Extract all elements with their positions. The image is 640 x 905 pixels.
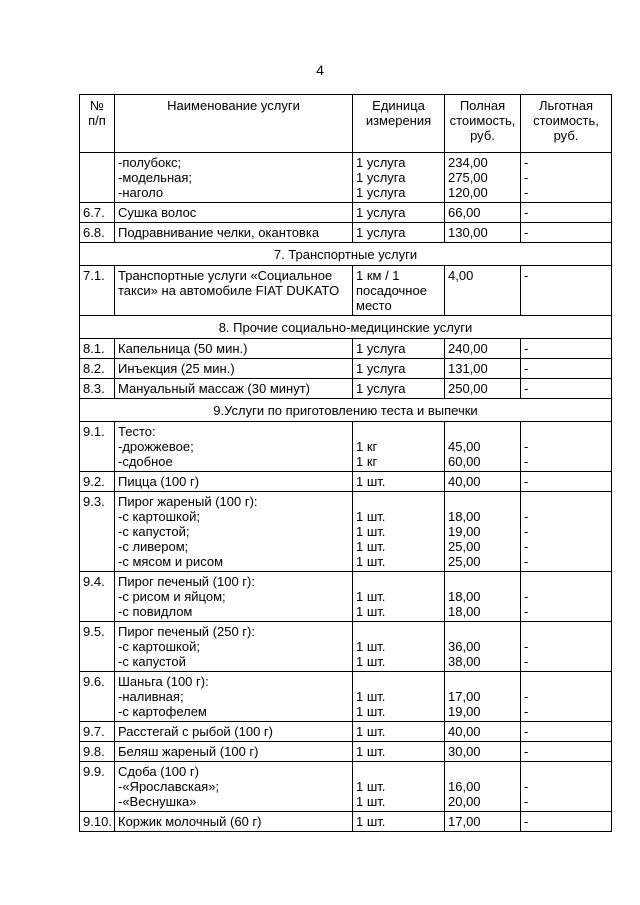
service-name-line: -полубокс; bbox=[118, 155, 182, 170]
service-name bbox=[115, 722, 353, 742]
row-number: 9.5. bbox=[80, 622, 115, 672]
full-cost-line: 19,00 bbox=[448, 704, 481, 719]
discount-cost-line: - bbox=[524, 524, 529, 539]
service-name-line: -с капустой; bbox=[118, 524, 190, 539]
discount-cost-line: - bbox=[524, 689, 529, 704]
header-unit: Единица измерения bbox=[353, 95, 445, 153]
discount-cost bbox=[521, 472, 612, 492]
service-name bbox=[115, 742, 353, 762]
unit-of-measure-line: 1 шт. bbox=[356, 744, 386, 759]
full-cost bbox=[445, 422, 521, 472]
service-name-line: Пирог печеный (100 г): bbox=[118, 574, 255, 589]
service-name bbox=[115, 492, 353, 572]
table-row bbox=[80, 203, 612, 223]
full-cost-line: 130,00 bbox=[448, 225, 488, 240]
discount-cost-line: - bbox=[524, 744, 529, 759]
discount-cost-line: - bbox=[524, 539, 529, 554]
unit-of-measure-line: 1 кг bbox=[356, 454, 378, 469]
service-name-line: Подравнивание челки, окантовка bbox=[118, 225, 320, 240]
full-cost-line: 240,00 bbox=[448, 341, 488, 356]
discount-cost-line: - bbox=[524, 604, 529, 619]
unit-of-measure-line: 1 шт. bbox=[356, 509, 386, 524]
discount-cost-line: - bbox=[524, 779, 529, 794]
discount-cost-line: - bbox=[524, 639, 529, 654]
unit-of-measure-line: 1 шт. bbox=[356, 604, 386, 619]
service-name-line: -с мясом и рисом bbox=[118, 554, 224, 569]
unit-of-measure-line: 1 услуга bbox=[356, 225, 406, 240]
unit-of-measure bbox=[353, 266, 445, 316]
full-cost-line: 19,00 bbox=[448, 524, 481, 539]
full-cost-line: 36,00 bbox=[448, 639, 481, 654]
header-name: Наименование услуги bbox=[115, 95, 353, 153]
unit-of-measure-line: 1 шт. bbox=[356, 639, 386, 654]
full-cost bbox=[445, 339, 521, 359]
full-cost-line: 25,00 bbox=[448, 554, 481, 569]
full-cost bbox=[445, 722, 521, 742]
discount-cost-line: - bbox=[524, 170, 529, 185]
service-name-line: Пирог печеный (250 г): bbox=[118, 624, 255, 639]
unit-of-measure-line: 1 шт. bbox=[356, 589, 386, 604]
unit-of-measure bbox=[353, 203, 445, 223]
unit-of-measure bbox=[353, 572, 445, 622]
full-cost bbox=[445, 492, 521, 572]
full-cost bbox=[445, 203, 521, 223]
service-name-line: Расстегай с рыбой (100 г) bbox=[118, 724, 274, 739]
discount-cost-line: - bbox=[524, 794, 529, 809]
discount-cost-line: - bbox=[524, 439, 529, 454]
service-name-line: -сдобное bbox=[118, 454, 173, 469]
discount-cost-line: - bbox=[524, 509, 529, 524]
section-title: 8. Прочие социально-медицинские услуги bbox=[80, 316, 612, 339]
full-cost-line: 131,00 bbox=[448, 361, 488, 376]
discount-cost bbox=[521, 153, 612, 203]
discount-cost bbox=[521, 359, 612, 379]
service-name-line: Беляш жареный (100 г) bbox=[118, 744, 259, 759]
discount-cost-line: - bbox=[524, 185, 529, 200]
unit-of-measure-line: 1 шт. bbox=[356, 704, 386, 719]
discount-cost-line: - bbox=[524, 341, 529, 356]
section-row bbox=[80, 399, 612, 422]
table-row bbox=[80, 266, 612, 316]
discount-cost bbox=[521, 492, 612, 572]
service-name-line: -дрожжевое; bbox=[118, 439, 194, 454]
full-cost-line: 18,00 bbox=[448, 589, 481, 604]
discount-cost bbox=[521, 203, 612, 223]
full-cost-line: 40,00 bbox=[448, 474, 481, 489]
service-name bbox=[115, 266, 353, 316]
full-cost bbox=[445, 812, 521, 832]
table-row bbox=[80, 742, 612, 762]
discount-cost-line: - bbox=[524, 724, 529, 739]
service-name bbox=[115, 223, 353, 243]
table-row bbox=[80, 422, 612, 472]
service-name-line: -«Ярославская»; bbox=[118, 779, 220, 794]
full-cost-line: 120,00 bbox=[448, 185, 488, 200]
service-name-line: Мануальный массаж (30 минут) bbox=[118, 381, 310, 396]
full-cost-line: 17,00 bbox=[448, 689, 481, 704]
service-name-line: Сдоба (100 г) bbox=[118, 764, 199, 779]
row-number: 9.9. bbox=[80, 762, 115, 812]
service-name-line: -с капустой bbox=[118, 654, 186, 669]
header-discount-cost: Льготная стоимость, руб. bbox=[521, 95, 612, 153]
discount-cost-line: - bbox=[524, 654, 529, 669]
full-cost-line: 17,00 bbox=[448, 814, 481, 829]
row-number: 6.8. bbox=[80, 223, 115, 243]
unit-of-measure-line: 1 шт. bbox=[356, 794, 386, 809]
discount-cost-line: - bbox=[524, 454, 529, 469]
full-cost bbox=[445, 672, 521, 722]
full-cost-line: 25,00 bbox=[448, 539, 481, 554]
header-num: № п/п bbox=[80, 95, 115, 153]
table-row bbox=[80, 622, 612, 672]
full-cost bbox=[445, 742, 521, 762]
section-row bbox=[80, 243, 612, 266]
unit-of-measure bbox=[353, 359, 445, 379]
discount-cost-line: - bbox=[524, 155, 529, 170]
discount-cost bbox=[521, 672, 612, 722]
service-name bbox=[115, 203, 353, 223]
table-row bbox=[80, 379, 612, 399]
full-cost-line: 60,00 bbox=[448, 454, 481, 469]
header-full-cost: Полная стоимость, руб. bbox=[445, 95, 521, 153]
row-number: 6.7. bbox=[80, 203, 115, 223]
discount-cost bbox=[521, 742, 612, 762]
unit-of-measure bbox=[353, 762, 445, 812]
unit-of-measure bbox=[353, 153, 445, 203]
table-header-row bbox=[80, 95, 612, 153]
discount-cost bbox=[521, 266, 612, 316]
service-name bbox=[115, 812, 353, 832]
service-name-line: -«Веснушка» bbox=[118, 794, 197, 809]
full-cost-line: 66,00 bbox=[448, 205, 481, 220]
row-number: 9.4. bbox=[80, 572, 115, 622]
discount-cost bbox=[521, 223, 612, 243]
discount-cost bbox=[521, 379, 612, 399]
service-name-line: -с рисом и яйцом; bbox=[118, 589, 226, 604]
full-cost bbox=[445, 472, 521, 492]
unit-of-measure bbox=[353, 492, 445, 572]
full-cost bbox=[445, 762, 521, 812]
full-cost-line: 234,00 bbox=[448, 155, 488, 170]
full-cost-line: 16,00 bbox=[448, 779, 481, 794]
discount-cost-line: - bbox=[524, 361, 529, 376]
unit-of-measure-line: 1 услуга bbox=[356, 341, 406, 356]
unit-of-measure bbox=[353, 622, 445, 672]
table-row bbox=[80, 672, 612, 722]
service-name bbox=[115, 153, 353, 203]
discount-cost-line: - bbox=[524, 554, 529, 569]
unit-of-measure bbox=[353, 472, 445, 492]
service-name-line: Тесто: bbox=[118, 424, 156, 439]
service-name-line: Инъекция (25 мин.) bbox=[118, 361, 235, 376]
service-name-line: -с ливером; bbox=[118, 539, 189, 554]
full-cost bbox=[445, 572, 521, 622]
full-cost-line: 18,00 bbox=[448, 604, 481, 619]
discount-cost-line: - bbox=[524, 814, 529, 829]
service-name bbox=[115, 572, 353, 622]
unit-of-measure-line: 1 шт. bbox=[356, 654, 386, 669]
full-cost bbox=[445, 359, 521, 379]
row-number: 8.1. bbox=[80, 339, 115, 359]
unit-of-measure-line: 1 шт. bbox=[356, 724, 386, 739]
unit-of-measure-line: посадочное bbox=[356, 283, 427, 298]
service-name bbox=[115, 622, 353, 672]
service-name-line: Транспортные услуги «Социальное bbox=[118, 268, 333, 283]
full-cost-line: 18,00 bbox=[448, 509, 481, 524]
table-row bbox=[80, 722, 612, 742]
service-name bbox=[115, 379, 353, 399]
row-number: 9.8. bbox=[80, 742, 115, 762]
service-name bbox=[115, 359, 353, 379]
full-cost bbox=[445, 266, 521, 316]
full-cost bbox=[445, 379, 521, 399]
unit-of-measure-line: 1 км / 1 bbox=[356, 268, 400, 283]
service-name-line: Пицца (100 г) bbox=[118, 474, 200, 489]
service-name bbox=[115, 672, 353, 722]
unit-of-measure-line: место bbox=[356, 298, 392, 313]
row-number: 9.3. bbox=[80, 492, 115, 572]
full-cost-line: 30,00 bbox=[448, 744, 481, 759]
table-row bbox=[80, 572, 612, 622]
unit-of-measure-line: 1 услуга bbox=[356, 185, 406, 200]
section-title: 9.Услуги по приготовлению теста и выпечки bbox=[80, 399, 612, 422]
unit-of-measure-line: 1 шт. bbox=[356, 539, 386, 554]
row-number: 8.2. bbox=[80, 359, 115, 379]
row-number: 9.1. bbox=[80, 422, 115, 472]
unit-of-measure-line: 1 услуга bbox=[356, 381, 406, 396]
unit-of-measure bbox=[353, 742, 445, 762]
unit-of-measure bbox=[353, 223, 445, 243]
service-name-line: -наливная; bbox=[118, 689, 184, 704]
table-row bbox=[80, 492, 612, 572]
discount-cost-line: - bbox=[524, 268, 529, 283]
section-row bbox=[80, 316, 612, 339]
table-body bbox=[80, 153, 612, 832]
unit-of-measure-line: 1 услуга bbox=[356, 170, 406, 185]
service-name bbox=[115, 472, 353, 492]
row-number: 9.6. bbox=[80, 672, 115, 722]
service-name-line: Пирог жареный (100 г): bbox=[118, 494, 258, 509]
unit-of-measure bbox=[353, 379, 445, 399]
full-cost-line: 45,00 bbox=[448, 439, 481, 454]
row-number: 7.1. bbox=[80, 266, 115, 316]
full-cost-line: 40,00 bbox=[448, 724, 481, 739]
price-table bbox=[79, 94, 612, 832]
table-row bbox=[80, 812, 612, 832]
service-name bbox=[115, 339, 353, 359]
page-number: 4 bbox=[316, 62, 324, 78]
full-cost bbox=[445, 153, 521, 203]
discount-cost bbox=[521, 622, 612, 672]
discount-cost-line: - bbox=[524, 381, 529, 396]
discount-cost bbox=[521, 812, 612, 832]
service-name-line: -с картошкой; bbox=[118, 509, 200, 524]
service-name-line: такси» на автомобиле FIAT DUKATO bbox=[118, 283, 340, 298]
unit-of-measure bbox=[353, 339, 445, 359]
service-name-line: -с картошкой; bbox=[118, 639, 200, 654]
discount-cost bbox=[521, 422, 612, 472]
unit-of-measure bbox=[353, 812, 445, 832]
discount-cost bbox=[521, 762, 612, 812]
full-cost bbox=[445, 622, 521, 672]
service-name-line: Сушка волос bbox=[118, 205, 197, 220]
unit-of-measure-line: 1 шт. bbox=[356, 689, 386, 704]
full-cost-line: 20,00 bbox=[448, 794, 481, 809]
row-number: 9.7. bbox=[80, 722, 115, 742]
unit-of-measure-line: 1 услуга bbox=[356, 155, 406, 170]
service-name-line: Шаньга (100 г): bbox=[118, 674, 209, 689]
discount-cost-line: - bbox=[524, 225, 529, 240]
table-row bbox=[80, 339, 612, 359]
discount-cost bbox=[521, 339, 612, 359]
full-cost bbox=[445, 223, 521, 243]
unit-of-measure-line: 1 шт. bbox=[356, 814, 386, 829]
discount-cost bbox=[521, 722, 612, 742]
row-number: 8.3. bbox=[80, 379, 115, 399]
service-name-line: -модельная; bbox=[118, 170, 193, 185]
table-row bbox=[80, 762, 612, 812]
unit-of-measure-line: 1 шт. bbox=[356, 779, 386, 794]
unit-of-measure-line: 1 шт. bbox=[356, 524, 386, 539]
full-cost-line: 38,00 bbox=[448, 654, 481, 669]
unit-of-measure bbox=[353, 672, 445, 722]
unit-of-measure-line: 1 шт. bbox=[356, 554, 386, 569]
unit-of-measure-line: 1 кг bbox=[356, 439, 378, 454]
unit-of-measure-line: 1 услуга bbox=[356, 205, 406, 220]
unit-of-measure-line: 1 услуга bbox=[356, 361, 406, 376]
table-row bbox=[80, 472, 612, 492]
section-title: 7. Транспортные услуги bbox=[80, 243, 612, 266]
table-row bbox=[80, 359, 612, 379]
service-name bbox=[115, 422, 353, 472]
discount-cost-line: - bbox=[524, 205, 529, 220]
discount-cost-line: - bbox=[524, 704, 529, 719]
full-cost-line: 275,00 bbox=[448, 170, 488, 185]
table-row bbox=[80, 153, 612, 203]
table-row bbox=[80, 223, 612, 243]
unit-of-measure bbox=[353, 422, 445, 472]
service-name-line: -с картофелем bbox=[118, 704, 207, 719]
discount-cost bbox=[521, 572, 612, 622]
unit-of-measure bbox=[353, 722, 445, 742]
full-cost-line: 4,00 bbox=[448, 268, 474, 283]
discount-cost-line: - bbox=[524, 474, 529, 489]
service-name-line: -наголо bbox=[118, 185, 164, 200]
row-number: 9.10. bbox=[80, 812, 115, 832]
service-name-line: Коржик молочный (60 г) bbox=[118, 814, 262, 829]
row-number: 9.2. bbox=[80, 472, 115, 492]
row-number bbox=[80, 153, 115, 203]
service-name-line: Капельница (50 мин.) bbox=[118, 341, 248, 356]
full-cost-line: 250,00 bbox=[448, 381, 488, 396]
service-name-line: -с повидлом bbox=[118, 604, 193, 619]
unit-of-measure-line: 1 шт. bbox=[356, 474, 386, 489]
discount-cost-line: - bbox=[524, 589, 529, 604]
service-name bbox=[115, 762, 353, 812]
